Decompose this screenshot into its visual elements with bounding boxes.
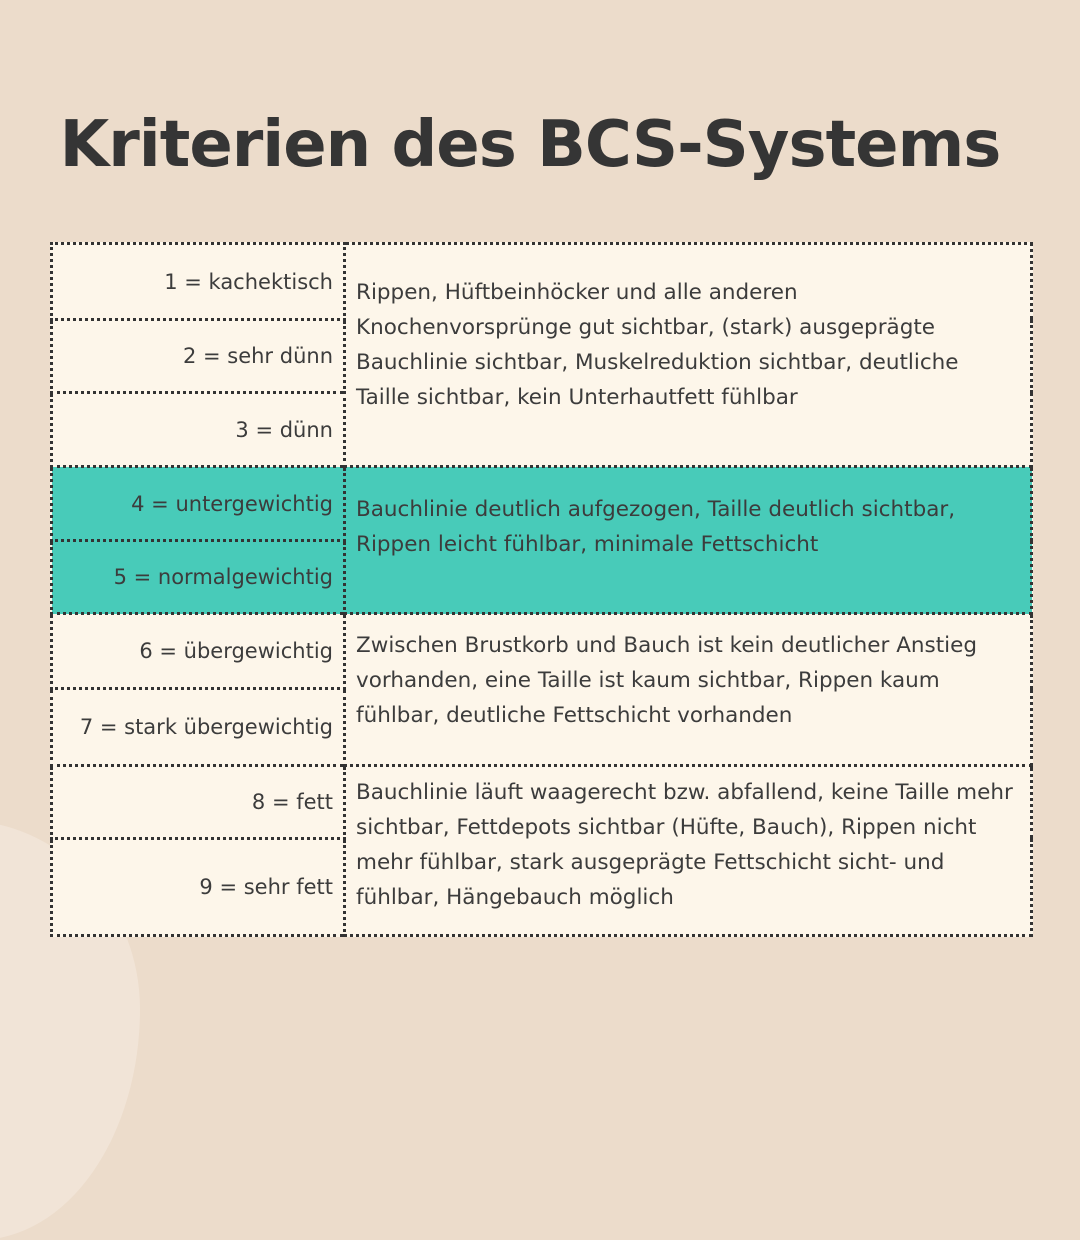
table-row — [52, 766, 1032, 839]
score-label: 2 = sehr dünn — [52, 320, 345, 393]
table-row — [52, 244, 1032, 320]
description-text: Zwischen Brustkorb und Bauch ist kein deutlicher Anstieg vorhanden, eine Taille ist kaum sichtbar, Rippen kaum fühlbar, deutliche Fettschicht vorhanden — [356, 633, 978, 728]
description-text: Bauchlinie deutlich aufgezogen, Taille deutlich sichtbar, Rippen leicht fühlbar, minimale Fettschicht — [356, 497, 956, 557]
score-label: 1 = kachektisch — [52, 244, 345, 320]
description-text: Rippen, Hüftbeinhöcker und alle anderen Knochenvorsprünge gut sichtbar, (stark) ausgeprägte Bauchlinie sichtbar, Muskelreduktion sichtbar, deutliche Taille sichtbar, kein Unterhautfett fühlbar — [356, 280, 959, 410]
description-cell — [345, 244, 1032, 467]
bcs-criteria-table — [50, 242, 1033, 937]
score-label: 5 = normalgewichtig — [52, 541, 345, 614]
description-cell — [345, 614, 1032, 766]
page-title: Kriterien des BCS-Systems — [59, 108, 1001, 182]
table-row-highlighted — [52, 467, 1032, 541]
score-label: 7 = stark übergewichtig — [52, 689, 345, 766]
description-cell — [345, 467, 1032, 614]
score-label: 4 = untergewichtig — [52, 467, 345, 541]
score-label: 6 = übergewichtig — [52, 614, 345, 689]
description-text: Bauchlinie läuft waagerecht bzw. abfallend, keine Taille mehr sichtbar, Fettdepots sichtbar (Hüfte, Bauch), Rippen nicht mehr fühlbar, stark ausgeprägte Fettschicht sicht- und fühlbar, Hängebauch möglich — [356, 779, 1013, 910]
score-label: 8 = fett — [52, 766, 345, 839]
description-cell — [345, 766, 1032, 936]
score-label: 3 = dünn — [52, 393, 345, 467]
table-row — [52, 614, 1032, 689]
score-label: 9 = sehr fett — [52, 839, 345, 936]
